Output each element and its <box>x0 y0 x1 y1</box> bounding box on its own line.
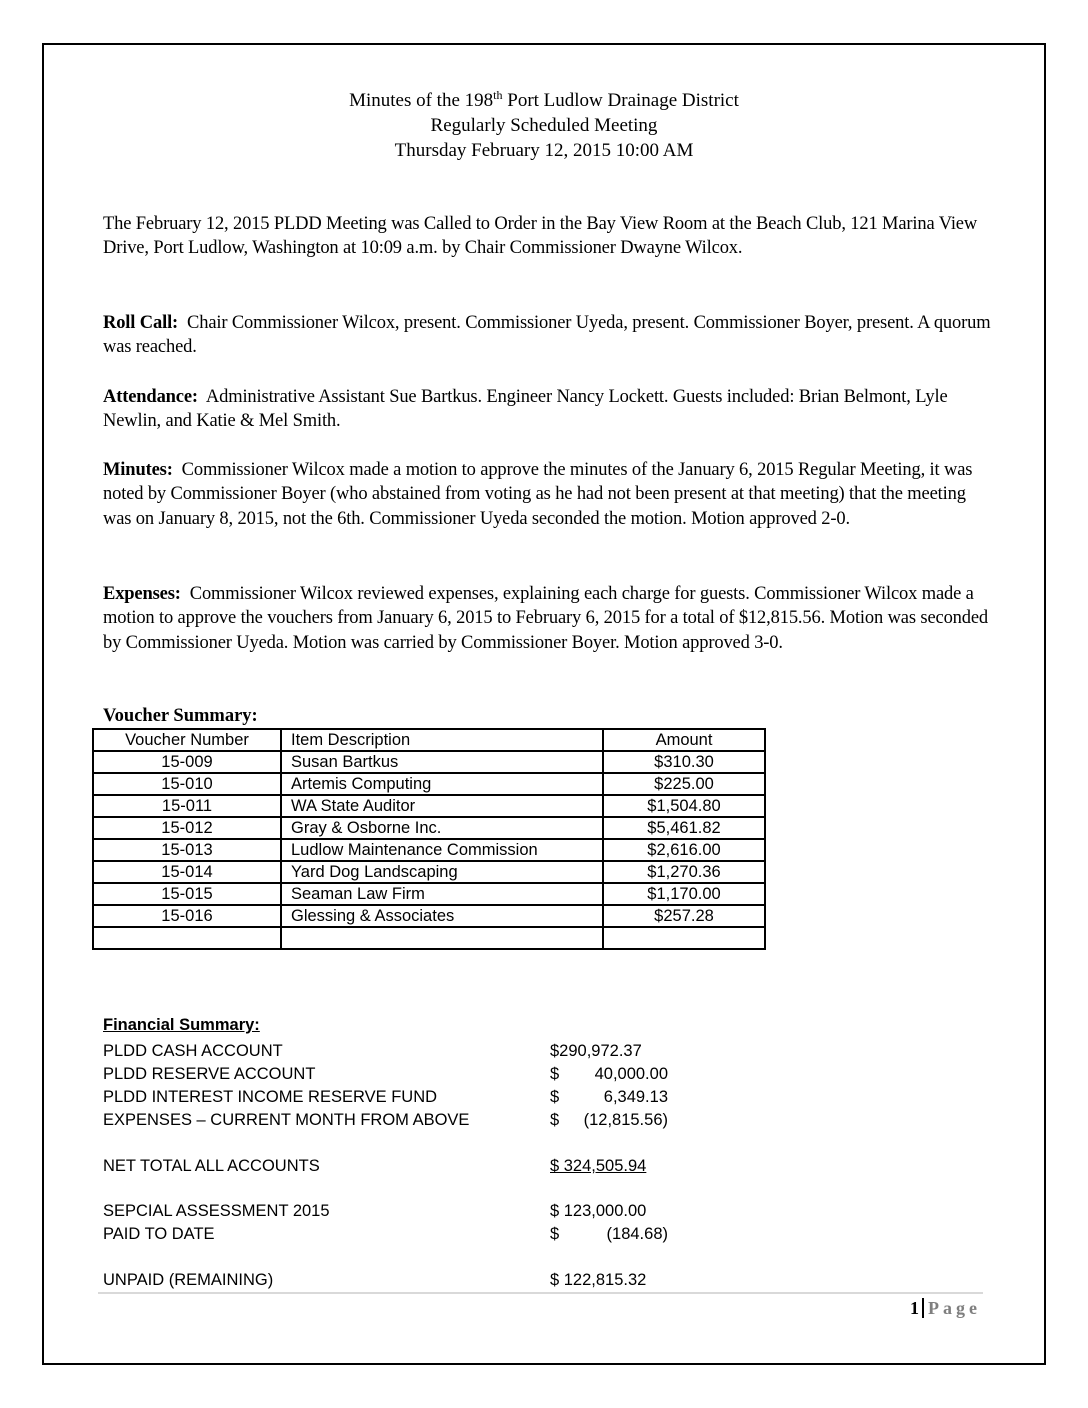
footer-divider <box>98 1292 983 1294</box>
voucher-amount: $257.28 <box>603 905 765 927</box>
financial-label: PAID TO DATE <box>103 1225 215 1243</box>
page-label: Page <box>928 1298 981 1318</box>
roll-call-paragraph <box>103 311 993 360</box>
financial-summary-heading: Financial Summary: <box>103 1016 260 1034</box>
table-row <box>93 817 765 839</box>
financial-label: EXPENSES – CURRENT MONTH FROM ABOVE <box>103 1111 470 1129</box>
attendance-text: Administrative Assistant Sue Bartkus. Engineer Nancy Lockett. Guests included: Brian Belmont, Lyle Newlin, and Katie & Mel Smith. <box>103 387 948 432</box>
financial-row-paid-to-date <box>103 1222 723 1246</box>
financial-label: PLDD CASH ACCOUNT <box>103 1042 283 1060</box>
item-description: Glessing & Associates <box>281 905 603 927</box>
financial-row-interest-reserve <box>103 1085 723 1109</box>
financial-label: UNPAID (REMAINING) <box>103 1271 274 1289</box>
financial-label: PLDD RESERVE ACCOUNT <box>103 1065 316 1083</box>
financial-dollar-sign: $ <box>550 1111 560 1129</box>
table-row-empty <box>93 927 765 949</box>
financial-amount: 40,000.00 <box>594 1065 668 1083</box>
expenses-text: Commissioner Wilcox reviewed expenses, explaining each charge for guests. Commissioner Wilcox made a motion to approve the vouchers from January 6, 2015 to February 6, 2015 for a total of $12,815.56. Motion was seconded by Commissioner Uyeda. Motion was carried by Commissioner Boyer. Motion approved 3-0. <box>103 584 989 653</box>
voucher-number: 15-015 <box>93 883 281 905</box>
call-to-order-paragraph <box>103 212 993 261</box>
table-row <box>93 773 765 795</box>
item-description: Seaman Law Firm <box>281 883 603 905</box>
voucher-amount: $1,270.36 <box>603 861 765 883</box>
minutes-label: Minutes: <box>103 460 173 480</box>
table-row <box>93 839 765 861</box>
financial-dollar-sign: $ <box>550 1088 560 1106</box>
voucher-amount: $1,170.00 <box>603 883 765 905</box>
financial-dollar-sign: $ <box>550 1225 560 1243</box>
financial-row-expenses <box>103 1108 723 1132</box>
voucher-number: 15-016 <box>93 905 281 927</box>
minutes-paragraph <box>103 458 993 531</box>
voucher-number: 15-010 <box>93 773 281 795</box>
document-title <box>0 88 1088 163</box>
voucher-number: 15-012 <box>93 817 281 839</box>
title-line-2: Regularly Scheduled Meeting <box>430 115 658 136</box>
voucher-table <box>92 728 766 950</box>
financial-label: NET TOTAL ALL ACCOUNTS <box>103 1157 320 1175</box>
item-description: Gray & Osborne Inc. <box>281 817 603 839</box>
table-row <box>93 795 765 817</box>
table-row <box>93 905 765 927</box>
title-line-3: Thursday February 12, 2015 10:00 AM <box>394 140 694 161</box>
item-description: Artemis Computing <box>281 773 603 795</box>
call-to-order-text: The February 12, 2015 PLDD Meeting was Called to Order in the Bay View Room at the Beach Club, 121 Marina View Drive, Port Ludlow, Washington at 10:09 a.m. by Chair Commissioner Dwayne Wilcox. <box>103 214 978 259</box>
expenses-label: Expenses: <box>103 584 181 604</box>
financial-amount: $ 122,815.32 <box>550 1271 647 1289</box>
item-description: Yard Dog Landscaping <box>281 861 603 883</box>
financial-row-special-assessment <box>103 1199 723 1223</box>
item-description: Susan Bartkus <box>281 751 603 773</box>
financial-row-unpaid-remaining <box>103 1268 723 1292</box>
financial-amount: (184.68) <box>606 1225 668 1243</box>
title-line-1-text: Minutes of the 198 <box>349 90 494 111</box>
financial-label: SEPCIAL ASSESSMENT 2015 <box>103 1202 330 1220</box>
voucher-amount <box>603 927 765 949</box>
title-ordinal-suffix: th <box>493 88 503 102</box>
financial-amount: (12,815.56) <box>583 1111 668 1129</box>
expenses-paragraph <box>103 582 993 655</box>
column-header-amount: Amount <box>603 729 765 751</box>
voucher-amount: $1,504.80 <box>603 795 765 817</box>
financial-amount: 6,349.13 <box>603 1088 668 1106</box>
title-line-1-rest: Port Ludlow Drainage District <box>502 90 739 111</box>
minutes-text: Commissioner Wilcox made a motion to approve the minutes of the January 6, 2015 Regular Meeting, it was noted by Commissioner Boyer (who abstained from voting as he had not been present at that meeting) that the meeting was on January 8, 2015, not the 6th. Commissioner Uyeda seconded the motion. Motion approved 2-0. <box>103 460 973 529</box>
column-header-item-description: Item Description <box>281 729 603 751</box>
page-number: 1 <box>910 1298 920 1318</box>
financial-amount: $ 123,000.00 <box>550 1202 647 1220</box>
voucher-amount: $5,461.82 <box>603 817 765 839</box>
financial-label: PLDD INTEREST INCOME RESERVE FUND <box>103 1088 438 1106</box>
item-description <box>281 927 603 949</box>
roll-call-text: Chair Commissioner Wilcox, present. Commissioner Uyeda, present. Commissioner Boyer, present. A quorum was reached. <box>103 313 991 358</box>
attendance-label: Attendance: <box>103 387 198 407</box>
voucher-number: 15-009 <box>93 751 281 773</box>
column-header-voucher-number: Voucher Number <box>93 729 281 751</box>
item-description: Ludlow Maintenance Commission <box>281 839 603 861</box>
table-row <box>93 861 765 883</box>
roll-call-label: Roll Call: <box>103 313 179 333</box>
table-row <box>93 751 765 773</box>
voucher-number: 15-011 <box>93 795 281 817</box>
voucher-table-header <box>93 729 765 751</box>
attendance-paragraph <box>103 385 993 434</box>
voucher-amount: $225.00 <box>603 773 765 795</box>
financial-row-cash-account <box>103 1039 723 1063</box>
financial-row-reserve-account <box>103 1062 723 1086</box>
financial-amount-total: $ 324,505.94 <box>550 1157 647 1175</box>
title-line-1 <box>0 88 1088 113</box>
financial-amount: $290,972.37 <box>550 1042 642 1060</box>
voucher-summary-heading: Voucher Summary: <box>103 706 258 726</box>
voucher-number: 15-014 <box>93 861 281 883</box>
financial-dollar-sign: $ <box>550 1065 560 1083</box>
voucher-amount: $2,616.00 <box>603 839 765 861</box>
page-separator <box>922 1298 924 1318</box>
voucher-number: 15-013 <box>93 839 281 861</box>
table-row <box>93 883 765 905</box>
financial-row-net-total <box>103 1154 723 1178</box>
voucher-amount: $310.30 <box>603 751 765 773</box>
voucher-number <box>93 927 281 949</box>
page-footer <box>910 1297 981 1319</box>
item-description: WA State Auditor <box>281 795 603 817</box>
